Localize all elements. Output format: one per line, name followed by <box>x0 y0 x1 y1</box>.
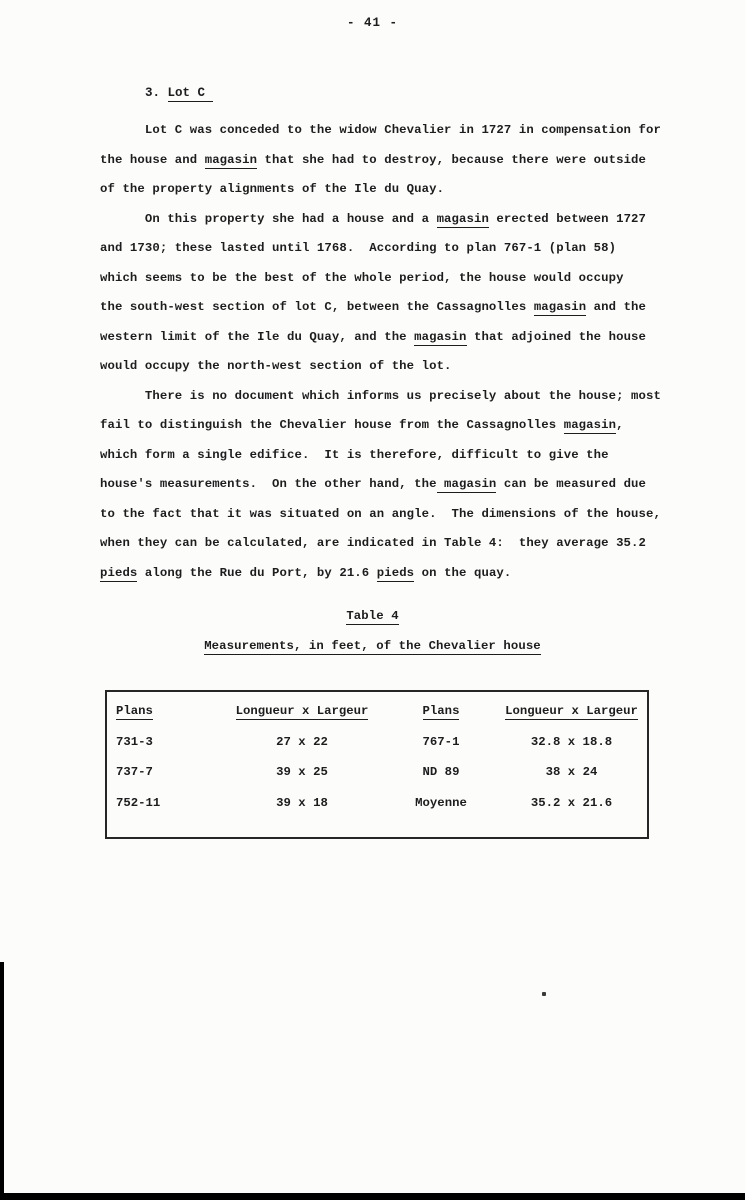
section-heading <box>145 86 213 100</box>
measurements-table <box>105 690 649 839</box>
column-header: Plans <box>422 704 460 718</box>
underlined-text: pieds <box>100 565 138 580</box>
text-line <box>100 264 660 294</box>
plain-text: when they can be calculated, are indicated in Table 4: they average 35.2 <box>100 536 646 550</box>
table-cell: 32.8 x 18.8 <box>530 734 613 749</box>
text-line <box>100 470 660 500</box>
underlined-text: magasin <box>414 329 467 344</box>
plain-text: on the quay. <box>414 565 512 580</box>
table-cell: 38 x 24 <box>545 765 598 780</box>
underlined-text: magasin <box>436 211 489 226</box>
table-title: Table 4 <box>346 609 399 623</box>
plain-text: the south-west section of lot C, between the Cassagnolles <box>100 300 534 314</box>
plain-text: and 1730; these lasted until 1768. According to plan 767-1 (plan 58) <box>100 241 617 255</box>
scan-artifact-bottom-bar <box>0 1193 745 1200</box>
plain-text: the house and <box>100 152 205 167</box>
plain-text: fail to distinguish the Chevalier house from the Cassagnolles <box>100 418 564 432</box>
plain-text: erected between 1727 <box>488 211 647 226</box>
plain-text: which form a single edifice. It is therefore, difficult to give the <box>100 447 609 462</box>
table-row <box>107 764 647 795</box>
plain-text: of the property alignments of the Ile du Quay. <box>100 182 445 196</box>
table-cell: ND 89 <box>422 765 460 780</box>
underlined-text: magasin <box>204 152 258 167</box>
plain-text: western limit of the Ile du Quay, and the <box>100 329 415 344</box>
text-line <box>100 529 660 559</box>
table-cell: 731-3 <box>116 734 153 749</box>
text-line <box>100 323 660 353</box>
table-header-row <box>107 703 647 734</box>
text-line <box>100 205 660 235</box>
text-line <box>100 411 660 441</box>
text-line <box>100 559 660 589</box>
scan-artifact-speck <box>542 992 546 996</box>
text-line <box>100 234 660 264</box>
table-cell: 35.2 x 21.6 <box>530 795 613 810</box>
plain-text: On this property she had a house and a <box>100 211 437 226</box>
plain-text: would occupy the north-west section of the lot. <box>100 359 452 373</box>
plain-text: which seems to be the best of the whole period, the house would occupy <box>100 270 624 285</box>
table-row <box>107 795 647 826</box>
plain-text: can be measured due <box>496 477 647 491</box>
column-header: Longueur x Largeur <box>235 704 369 718</box>
underlined-text: magasin <box>436 477 497 491</box>
plain-text: along the Rue du Port, by 21.6 <box>137 565 377 580</box>
page-number: - 41 - <box>346 16 398 30</box>
table-cell: 27 x 22 <box>276 734 328 749</box>
underlined-text: magasin <box>563 418 617 432</box>
text-line <box>100 175 660 205</box>
text-line <box>100 146 660 176</box>
column-header: Plans <box>116 704 153 718</box>
plain-text: that adjoined the house <box>466 329 647 344</box>
table-cell: Moyenne <box>415 795 467 810</box>
text-line <box>100 116 660 146</box>
plain-text: 3. <box>145 86 168 100</box>
plain-text: Lot C was conceded to the widow Chevalier in 1727 in compensation for <box>100 123 661 137</box>
plain-text: to the fact that it was situated on an angle. The dimensions of the house, <box>100 506 661 521</box>
table-row <box>107 734 647 765</box>
column-header: Longueur x Largeur <box>505 704 638 718</box>
table-cell: 752-11 <box>116 795 161 810</box>
table-cell: 737-7 <box>116 765 153 780</box>
underlined-text: pieds <box>376 565 415 580</box>
text-line <box>100 382 660 412</box>
scan-artifact-left-bar <box>0 962 4 1200</box>
text-line <box>100 441 660 471</box>
plain-text: and the <box>586 300 647 314</box>
text-line <box>100 293 660 323</box>
underlined-text: magasin <box>533 300 587 314</box>
plain-text: house's measurements. On the other hand, the <box>100 477 437 491</box>
plain-text: , <box>616 418 624 432</box>
plain-text: There is no document which informs us precisely about the house; most <box>100 388 661 403</box>
underlined-text: Lot C <box>167 86 213 100</box>
table-cell: 767-1 <box>422 734 460 749</box>
table-cell: 39 x 18 <box>276 795 328 810</box>
table-cell: 39 x 25 <box>276 765 328 780</box>
table-subtitle: Measurements, in feet, of the Chevalier house <box>204 638 541 653</box>
body-text <box>100 116 660 588</box>
table-caption <box>0 602 745 661</box>
text-line <box>100 500 660 530</box>
text-line <box>100 352 660 382</box>
plain-text: that she had to destroy, because there were outside <box>257 152 647 167</box>
